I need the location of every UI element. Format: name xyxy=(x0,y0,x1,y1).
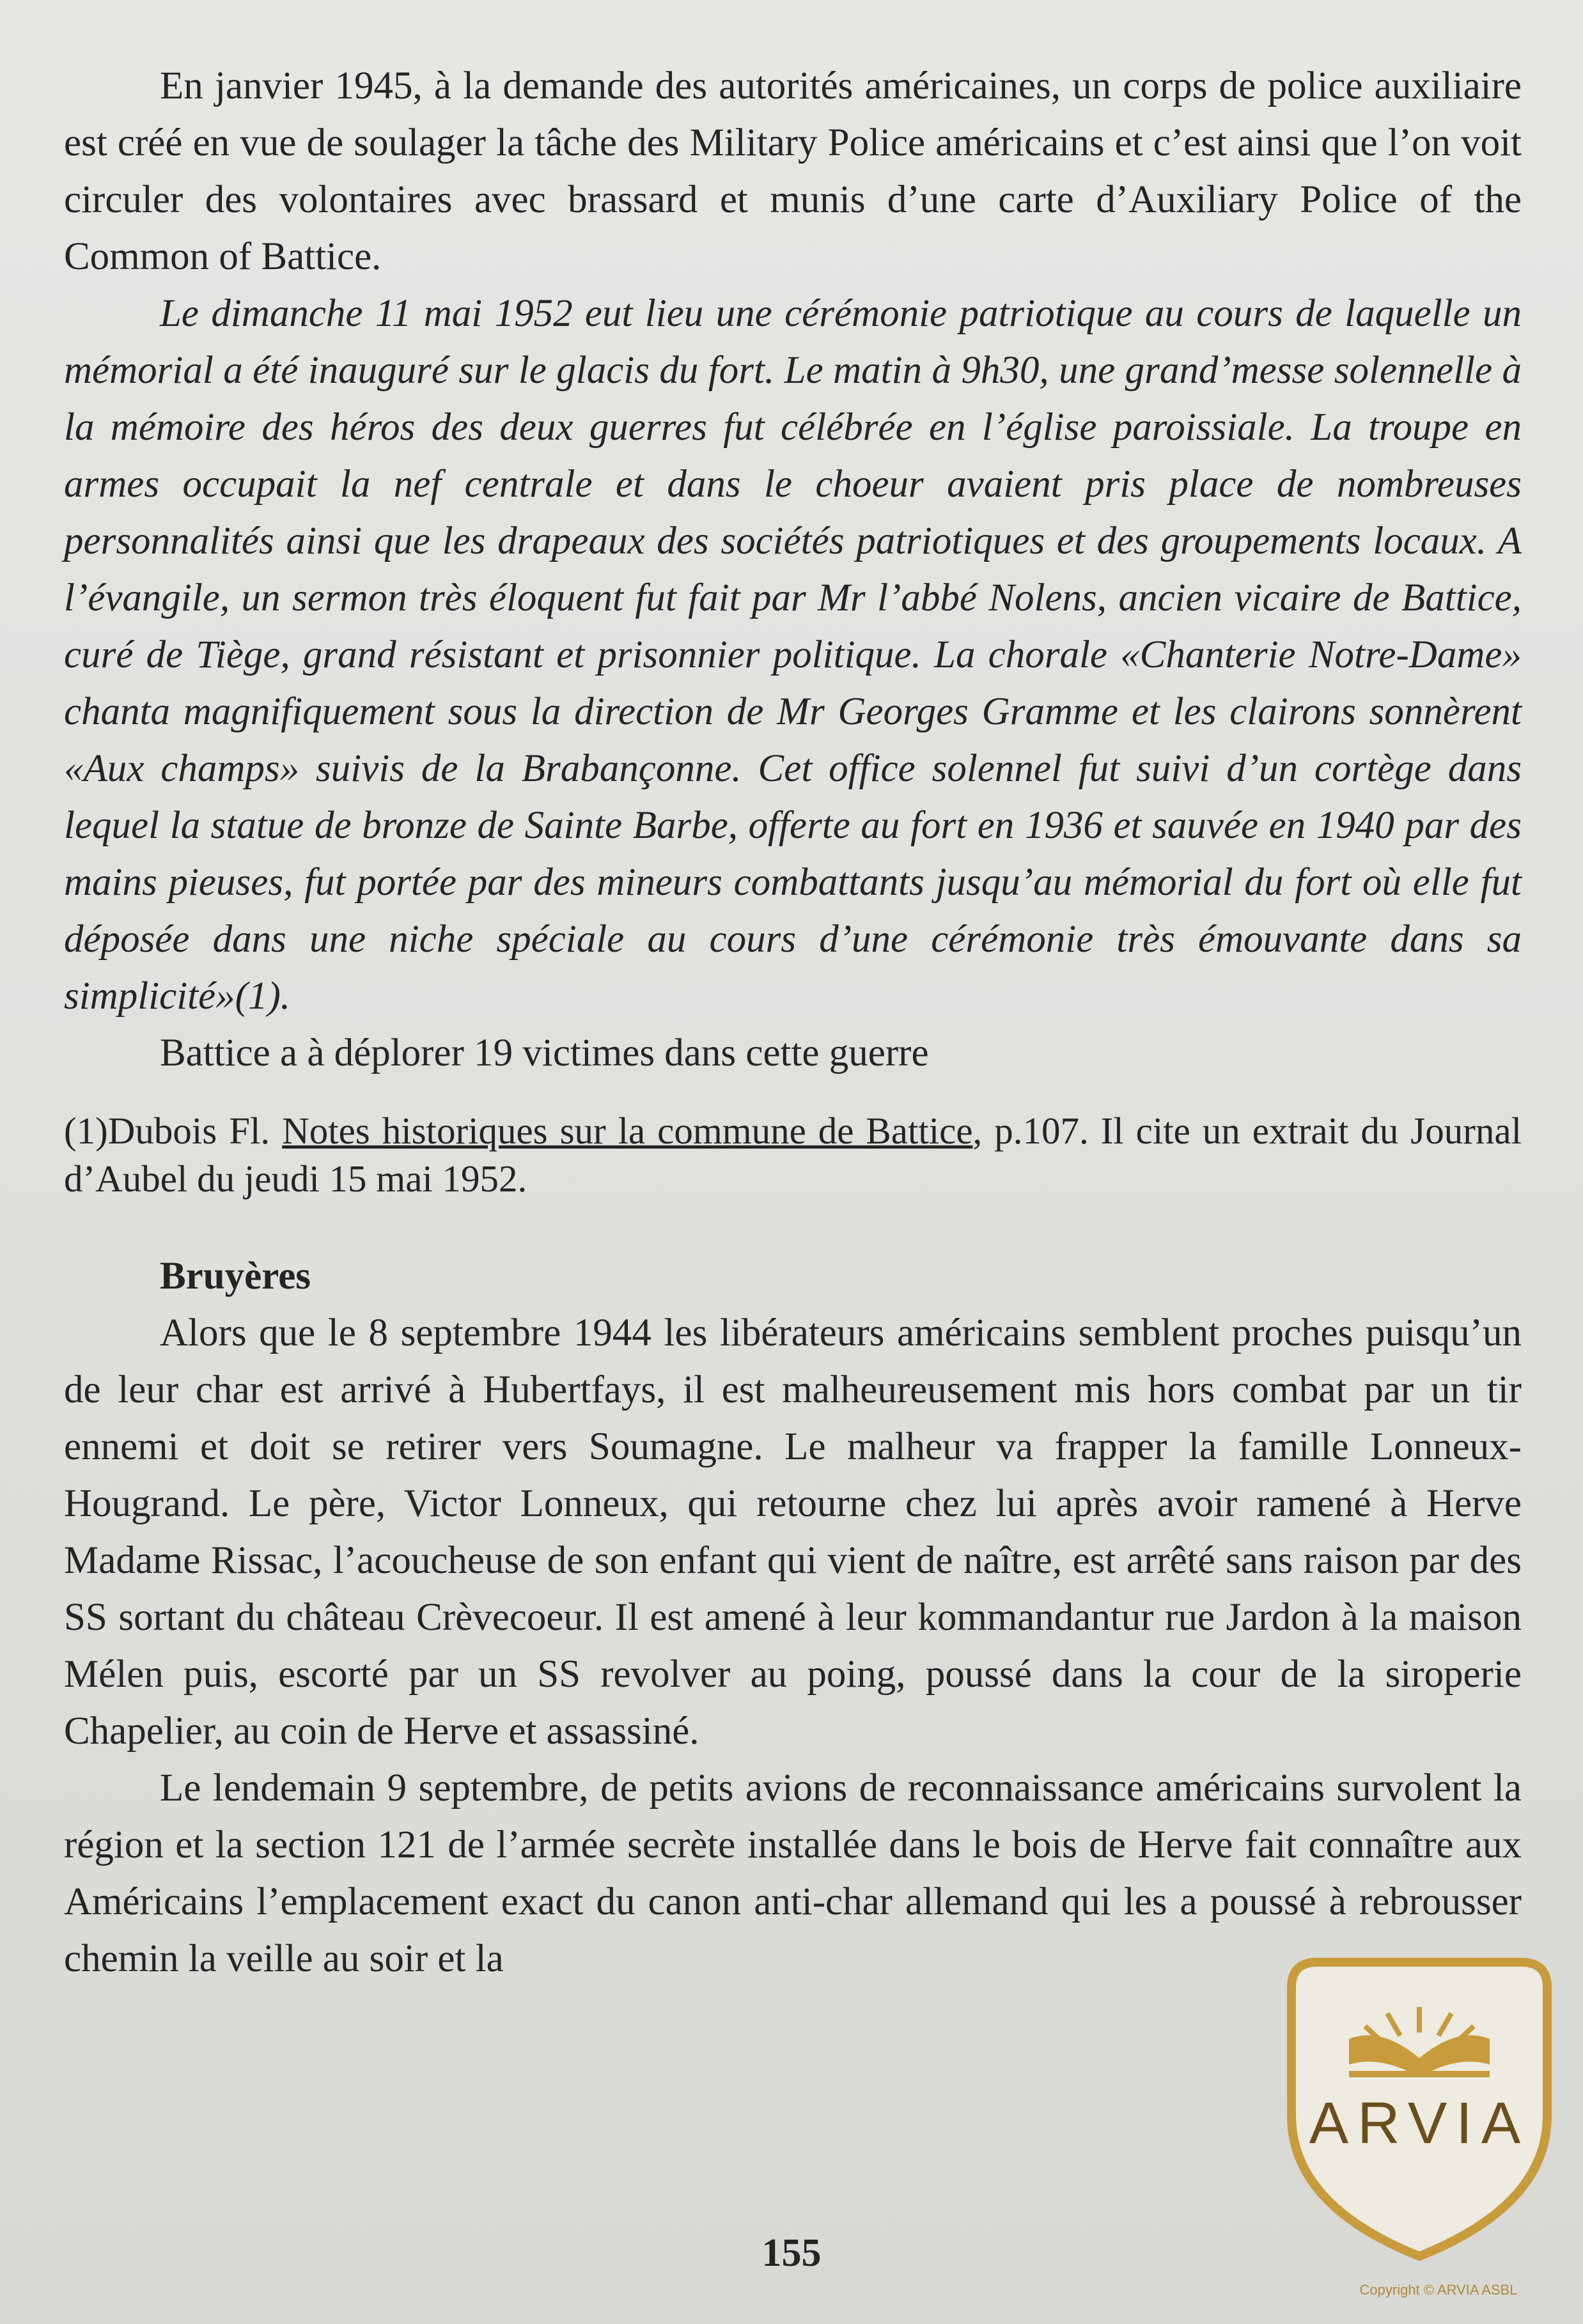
footnote-title: Notes historiques sur la commune de Battice xyxy=(282,1110,973,1152)
paragraph-auxiliary-police: En janvier 1945, à la demande des autorités américaines, un corps de police auxiliaire est créé en vue de soulager la tâche des Military Police américains et c’est ainsi que l’on voit circuler des volontaires avec brassard et munis d’une carte d’Auxiliary Police of the Common of Battice. xyxy=(64,65,1522,278)
footnote-suffix: , p.107. Il cite un extrait du Journal d’Aubel du jeudi 15 mai 1952. xyxy=(64,1110,1522,1200)
page-number: 155 xyxy=(761,2231,822,2275)
logo-text: ARVIA xyxy=(1309,2091,1530,2156)
copyright-text: Copyright © ARVIA ASBL xyxy=(1359,2282,1518,2298)
footnote-prefix: (1)Dubois Fl. xyxy=(64,1110,283,1152)
footnote xyxy=(64,1107,1522,1203)
paragraph-bruyeres-2: Le lendemain 9 septembre, de petits avions de reconnaissance américains survolent la région et la section 121 de l’armée secrète installée dans le bois de Herve fait connaître aux Américains l’emplacement exact du canon anti-char allemand qui les a poussé à rebrousser chemin la veille au soir et la xyxy=(64,1767,1522,1980)
paragraph-bruyeres-1: Alors que le 8 septembre 1944 les libérateurs américains semblent proches puisqu’un de leur char est arrivé à Hubertfays, il est malheureusement mis hors combat par un tir ennemi et doit se retirer vers Soumagne. Le malheur va frapper la famille Lonneux-Hougrand. Le père, Victor Lonneux, qui retourne chez lui après avoir ramené à Herve Madame Rissac, l’acoucheuse de son enfant qui vient de naître, est arrêté sans raison par des SS sortant du château Crèvecoeur. Il est amené à leur kommandantur rue Jardon à la maison Mélen puis, escorté par un SS revolver au poing, poussé dans la cour de la siroperie Chapelier, au coin de Herve et assassiné. xyxy=(64,1312,1522,1753)
section-heading: Bruyères xyxy=(160,1255,311,1298)
paragraph-victims: Battice a à déplorer 19 victimes dans cette guerre xyxy=(160,1032,929,1074)
page-text xyxy=(64,58,1522,1987)
paragraph-ceremony-1952: Le dimanche 11 mai 1952 eut lieu une cérémonie patriotique au cours de laquelle un mémorial a été inauguré sur le glacis du fort. Le matin à 9h30, une grand’messe solennelle à la mémoire des héros des deux guerres fut célébrée en l’église paroissiale. La troupe en armes occupait la nef centrale et dans le choeur avaient pris place de nombreuses personnalités ainsi que les drapeaux des sociétés patriotiques et des groupements locaux. A l’évangile, un sermon très éloquent fut fait par Mr l’abbé Nolens, ancien vicaire de Battice, curé de Tiège, grand résistant et prisonnier politique. La chorale «Chanterie Notre-Dame» chanta magnifiquement sous la direction de Mr Georges Gramme et les clairons sonnèrent «Aux champs» suivis de la Brabançonne. Cet office solennel fut suivi d’un cortège dans lequel la statue de bronze de Sainte Barbe, offerte au fort en 1936 et sauvée en 1940 par des mains pieuses, fut portée par des mineurs combattants jusqu’au mémorial du fort où elle fut déposée dans une niche spéciale au cours d’une cérémonie très émouvante dans sa simplicité»(1). xyxy=(64,292,1522,1018)
